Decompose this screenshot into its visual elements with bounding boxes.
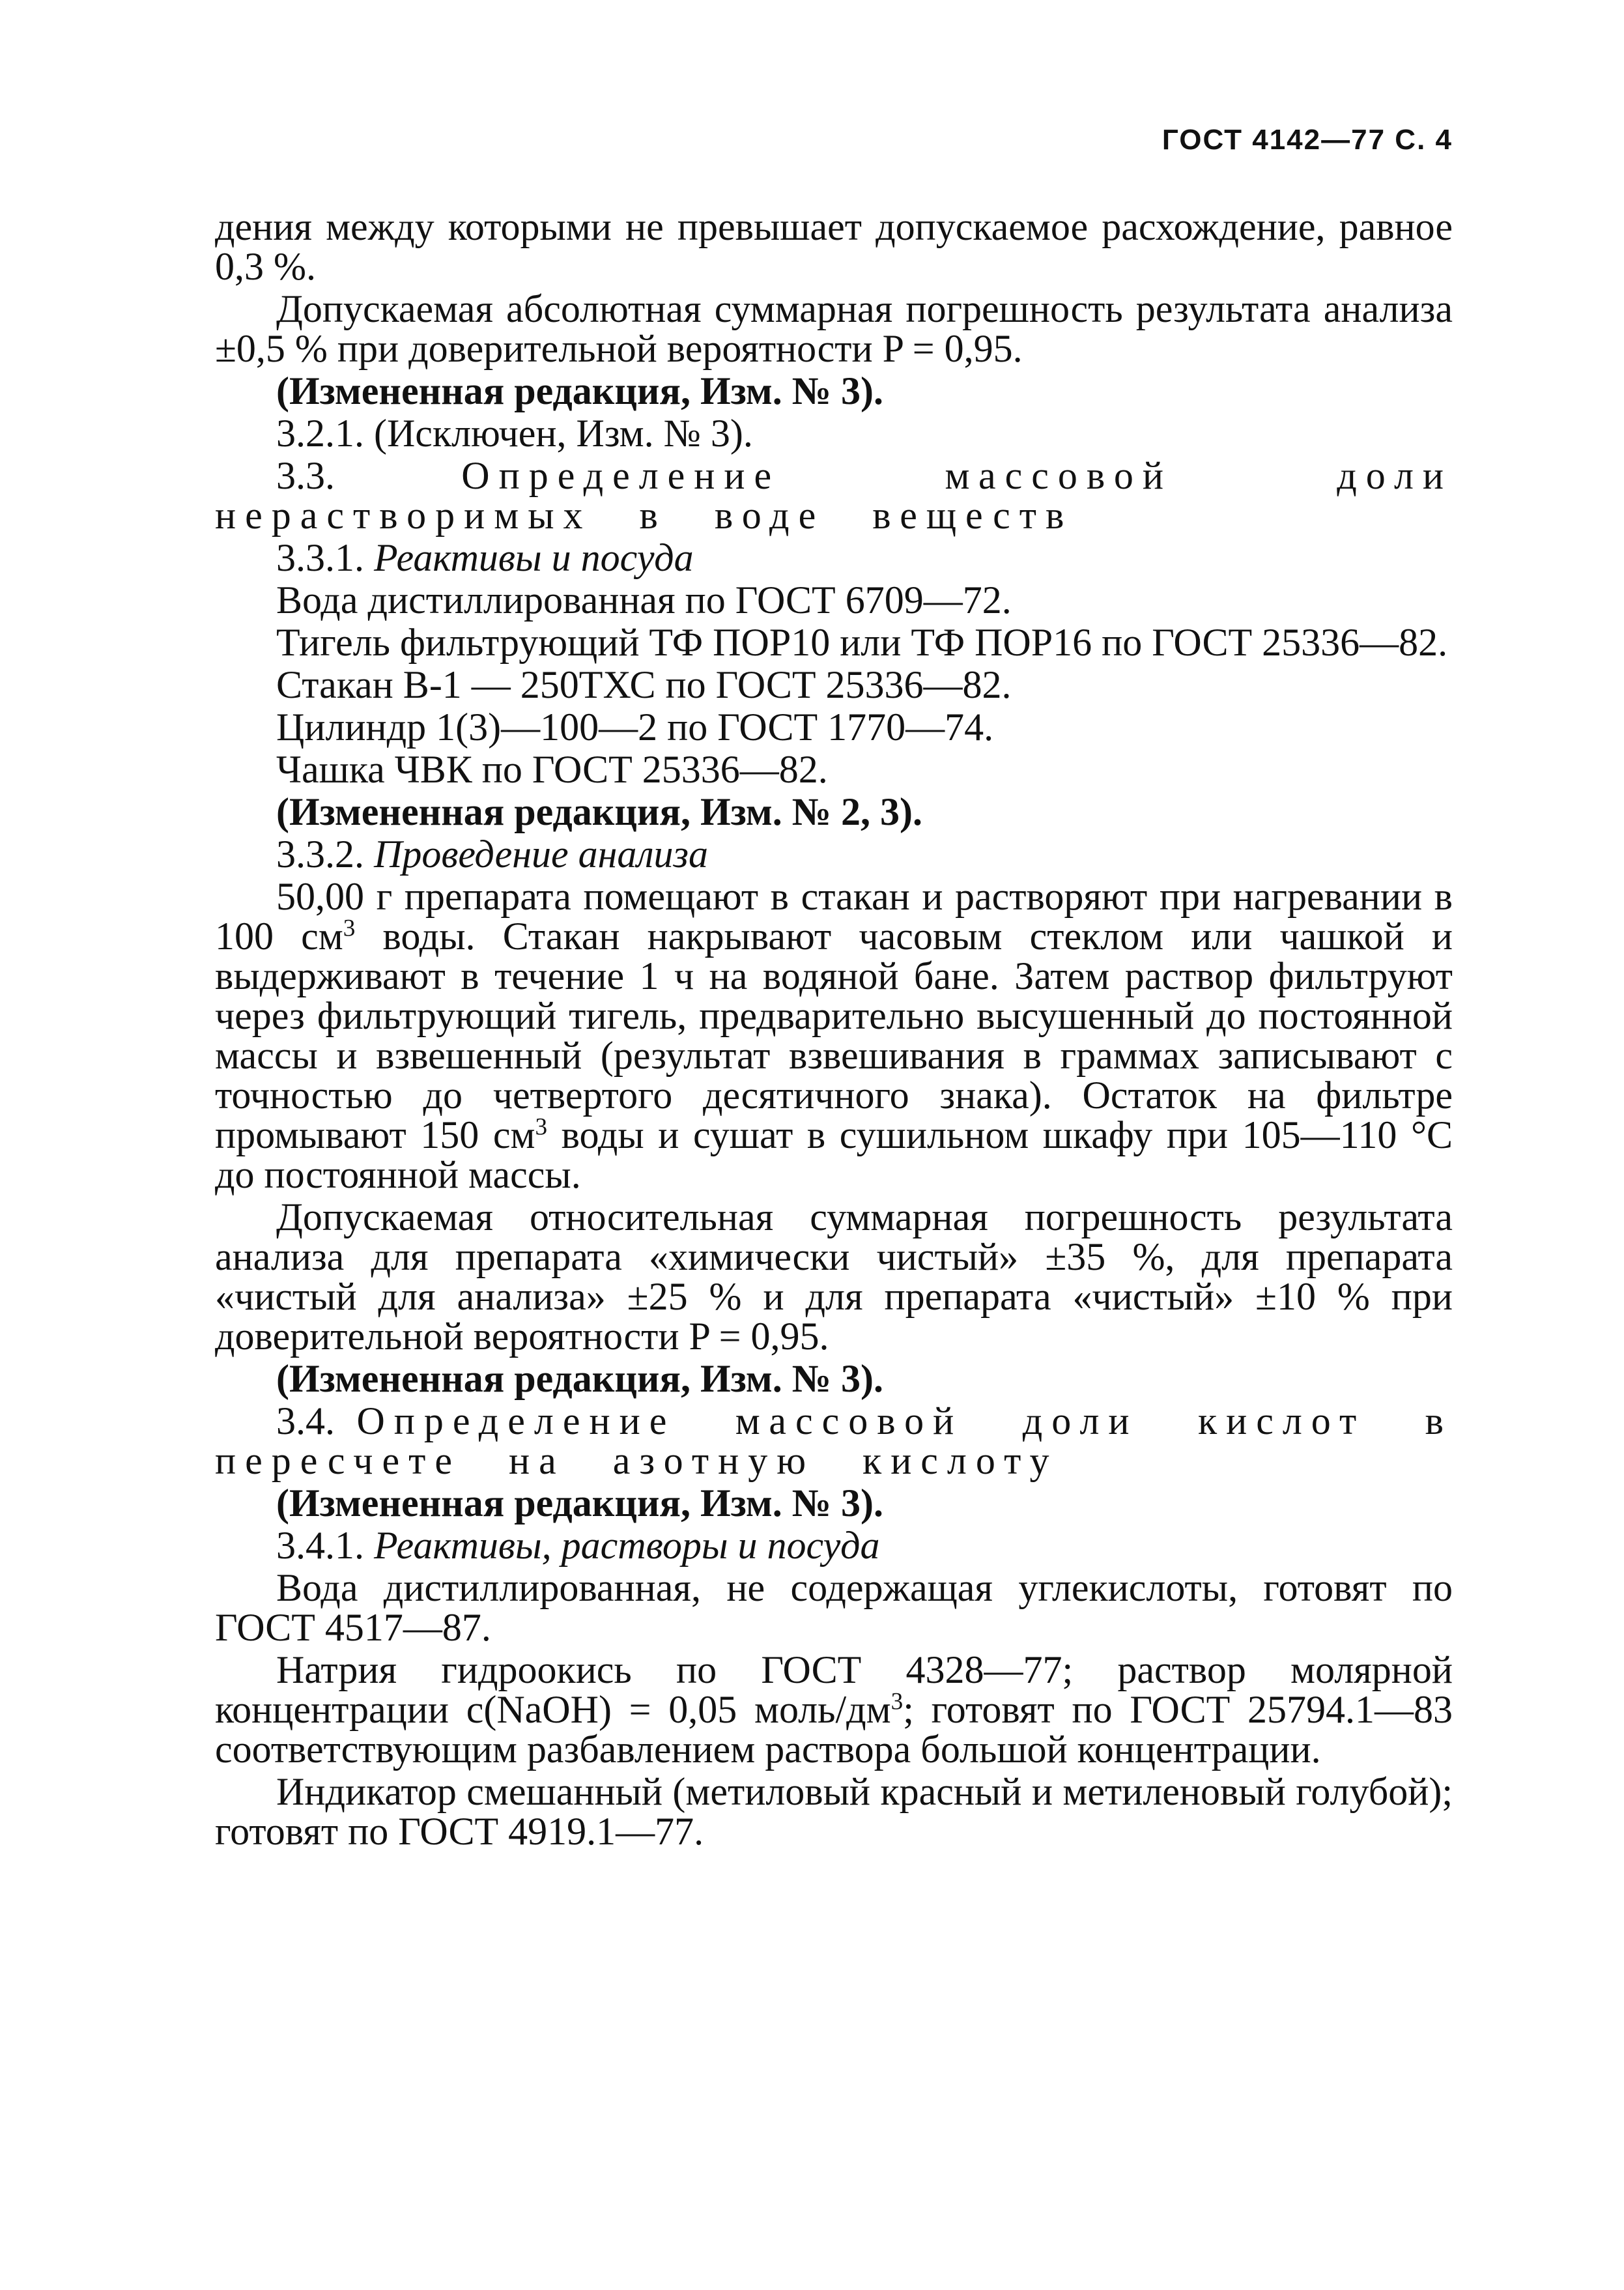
clause-3-2-1: 3.2.1. (Исключен, Изм. № 3). (276, 412, 753, 455)
procedure-paragraph (215, 877, 1453, 1195)
procedure-text: воды. Стакан накрывают часовым стеклом или чашкой и выдерживают в течение 1 ч на водяной бане. Затем раствор фильтруют через фильтрующий тигель, предварительно высушенный до постоянной массы и взвешенный (результат взвешивания в граммах записывают с точностью до четвертого десятичного знака). Остаток на фильтре промывают 150 см (215, 915, 1453, 1156)
subsection-heading-3-3-1 (215, 538, 1453, 578)
reagent-item: Тигель фильтрующий ТФ ПОР10 или ТФ ПОР16 по ГОСТ 25336—82. (276, 621, 1448, 664)
paragraph-error-tolerance: Допускаемая относительная суммарная погрешность результата анализа для препарата «химически чистый» ±35 %, для препарата «чистый для анализа» ±25 % и для препарата «чистый» ±10 % при доверительной вероятности P = 0,95. (215, 1195, 1453, 1358)
amendment-note: (Измененная редакция, Изм. № 3). (276, 1357, 884, 1400)
reagent-item (215, 1650, 1453, 1769)
amendment-note: (Измененная редакция, Изм. № 3). (276, 369, 884, 412)
reagent-item: Вода дистиллированная, не содержащая углекислоты, готовят по ГОСТ 4517—87. (215, 1566, 1453, 1649)
subsection-title: Реактивы и посуда (374, 536, 694, 579)
reagent-item: Индикатор смешанный (метиловый красный и метиленовый голубой); готовят по ГОСТ 4919.1—77. (215, 1770, 1453, 1853)
page-header: ГОСТ 4142—77 С. 4 (1161, 124, 1453, 156)
subsection-number: 3.3.2. (276, 833, 374, 876)
section-heading-3-4 (215, 1401, 1453, 1481)
subsection-number: 3.3.1. (276, 536, 374, 579)
subsection-number: 3.4.1. (276, 1524, 374, 1567)
section-title: Определение массовой доли нерастворимых в воде веществ (215, 454, 1453, 537)
reagent-text: ; готовят по ГОСТ 25794.1—83 соответствующим разбавлением раствора большой концентрации. (215, 1688, 1453, 1771)
subsection-heading-3-3-2 (215, 835, 1453, 874)
paragraph-error-tolerance: Допускаемая абсолютная суммарная погрешность результата анализа ±0,5 % при доверительной вероятности P = 0,95. (215, 287, 1453, 370)
reagent-item: Чашка ЧВК по ГОСТ 25336—82. (276, 748, 828, 791)
amendment-note: (Измененная редакция, Изм. № 2, 3). (276, 790, 923, 833)
superscript: 3 (535, 1113, 548, 1141)
amendment-note: (Измененная редакция, Изм. № 3). (276, 1481, 884, 1524)
paragraph-continuation: дения между которыми не превышает допускаемое расхождение, равное 0,3 %. (215, 205, 1453, 288)
subsection-title: Реактивы, растворы и посуда (374, 1524, 880, 1567)
subsection-title: Проведение анализа (374, 833, 708, 876)
section-number: 3.4. (276, 1399, 357, 1442)
document-body (215, 207, 1453, 1854)
subsection-heading-3-4-1 (215, 1526, 1453, 1566)
reagent-item: Цилиндр 1(3)—100—2 по ГОСТ 1770—74. (276, 706, 994, 749)
superscript: 3 (343, 915, 356, 942)
reagent-item: Вода дистиллированная по ГОСТ 6709—72. (276, 579, 1012, 622)
reagent-text: Натрия гидроокись по ГОСТ 4328—77; раствор молярной концентрации c(NaOH) = 0,05 моль/дм (215, 1648, 1453, 1731)
superscript: 3 (890, 1688, 904, 1715)
reagent-item: Стакан В-1 — 250ТХС по ГОСТ 25336—82. (276, 663, 1012, 706)
procedure-text: воды и сушат в сушильном шкафу при 105—110 °С до постоянной массы. (215, 1113, 1453, 1196)
section-title: Определение массовой доли кислот в пересчете на азотную кислоту (215, 1399, 1453, 1482)
section-heading-3-3 (215, 456, 1453, 536)
procedure-text: 50,00 г препарата помещают в стакан и растворяют при нагревании в 100 см (215, 875, 1453, 958)
section-number: 3.3. (276, 454, 462, 497)
